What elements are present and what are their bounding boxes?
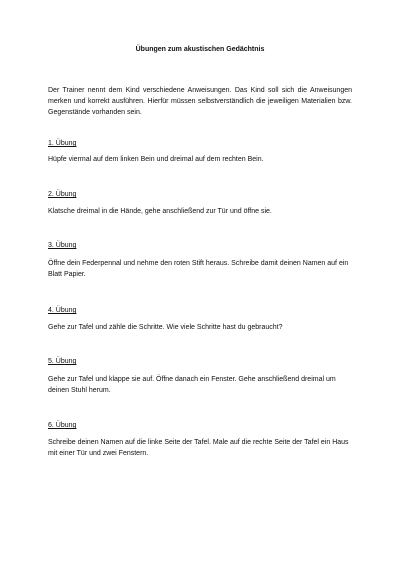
exercise-4-heading: 4. Übung <box>48 307 77 314</box>
exercise-4-text: Gehe zur Tafel und zähle die Schritte. Wie viele Schritte hast du gebraucht? <box>48 324 283 331</box>
exercise-1-text: Hüpfe viermal auf dem linken Bein und dreimal auf dem rechten Bein. <box>48 156 264 163</box>
exercise-5-heading: 5. Übung <box>48 358 77 365</box>
exercise-6-text: Schreibe deinen Namen auf die linke Seite der Tafel. Male auf die rechte Seite der Tafel ein Haus mit einer Tür und zwei Fenstern. <box>48 439 349 457</box>
exercise-3-text: Öffne dein Federpennal und nehme den roten Stift heraus. Schreibe damit deinen Namen auf ein Blatt Papier. <box>48 260 349 278</box>
exercise-5-text: Gehe zur Tafel und klappe sie auf. Öffne danach ein Fenster. Gehe anschließend dreimal um deinen Stuhl herum. <box>48 376 336 394</box>
intro-paragraph: Der Trainer nennt dem Kind verschiedene Anweisungen. Das Kind soll sich die Anweisungen merken und korrekt ausführen. Hierfür müssen selbstverständlich die jeweiligen Materialien bzw. Gegenstände vorhanden sein. <box>48 87 352 116</box>
exercise-2-text: Klatsche dreimal in die Hände, gehe anschließend zur Tür und öffne sie. <box>48 208 272 215</box>
exercise-6-heading: 6. Übung <box>48 422 77 429</box>
exercise-1-heading: 1. Übung <box>48 140 77 147</box>
exercise-3-heading: 3. Übung <box>48 242 77 249</box>
exercise-2-heading: 2. Übung <box>48 191 77 198</box>
document-title: Übungen zum akustischen Gedächtnis <box>135 46 265 53</box>
